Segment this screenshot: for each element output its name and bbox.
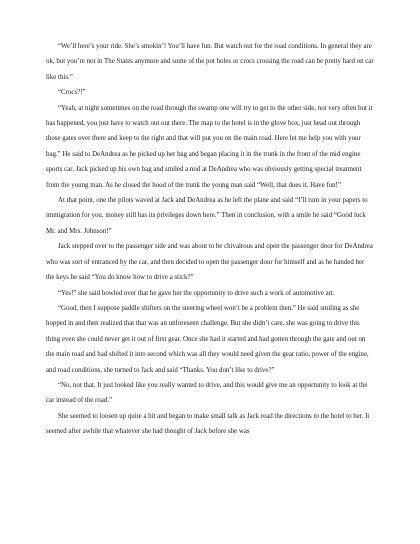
paragraph-5: Jack stepped over to the passenger side and was about to be chivalrous and open the passenger door for DeAndrea who was sort of entranced by the car, and then decided to open the passenger door for himself and as he handed her the keys he said “You do know how to drive a stick?” — [46, 243, 373, 282]
paragraph-6: “Yes!” she said bowled over that he gave her the opportunity to drive such a work of automotive art. — [58, 289, 335, 297]
paragraph-1: “We’ll here’s your ride. She’s smokin’! You’ll have fun. But watch out for the road conditions. In general they are ok, but you’re not in The States anymore and some of the pot holes or crocs crossing the road can be pretty hard on car like this.” — [46, 43, 374, 81]
paragraph-4: At that point, one the pilots waved at Jack and DeAndrea as he left the plane and said “I’ll turn in your papers to immigration for you, money still has its privileges down here.” Then in conclusion, with a smile he said “Good luck Mr. and Mrs. Johnson!” — [46, 197, 368, 235]
paragraph-3: “Yeah, at night sometimes on the road through the swamp one will try to get to the other side, not very often but it has happened, you just have to watch out out there. The map to the hotel is in the glove box, just head out through those gates over there and keep to the right and that will put you on the main road. Here let me help you with your bag.” He said to DeAndrea as he picked up her bag and began placing it in the trunk in the front of the mid engine sports car. Jack picked up his own bag and smiled a nod at DeAndrea who was obviously getting special treatment from the young man. As he closed the hood of the trunk the young man said “Well, that does it. Have fun!” — [46, 104, 373, 189]
paragraph-9: She seemed to loosen up quite a bit and began to make small talk as Jack read the directions to the hotel to her. It seemed after awhile that whatever she had thought of Jack before she was — [46, 412, 370, 436]
paragraph-2: “Crocs?!” — [58, 89, 86, 97]
story-text — [46, 39, 374, 440]
paragraph-8: “No, not that. It just looked like you really wanted to drive, and this would give me an opportunity to look at the car instead of the road.” — [46, 381, 368, 405]
paragraph-7: “Good, then I suppose paddle shifters on the steering wheel won’t be a problem then.” He said smiling as she hopped in and then realized that that was an unforeseen challenge. But she didn’t care, she was going to drive this thing even she could never get it out of first gear. Once she had it started and had gotten through the gate and out on the main road and had shifted it into second which was all they would need given the gear ratio, power of the engine, and road conditions, she turned to Jack and said “Thanks. You don’t like to drive?” — [46, 304, 369, 374]
